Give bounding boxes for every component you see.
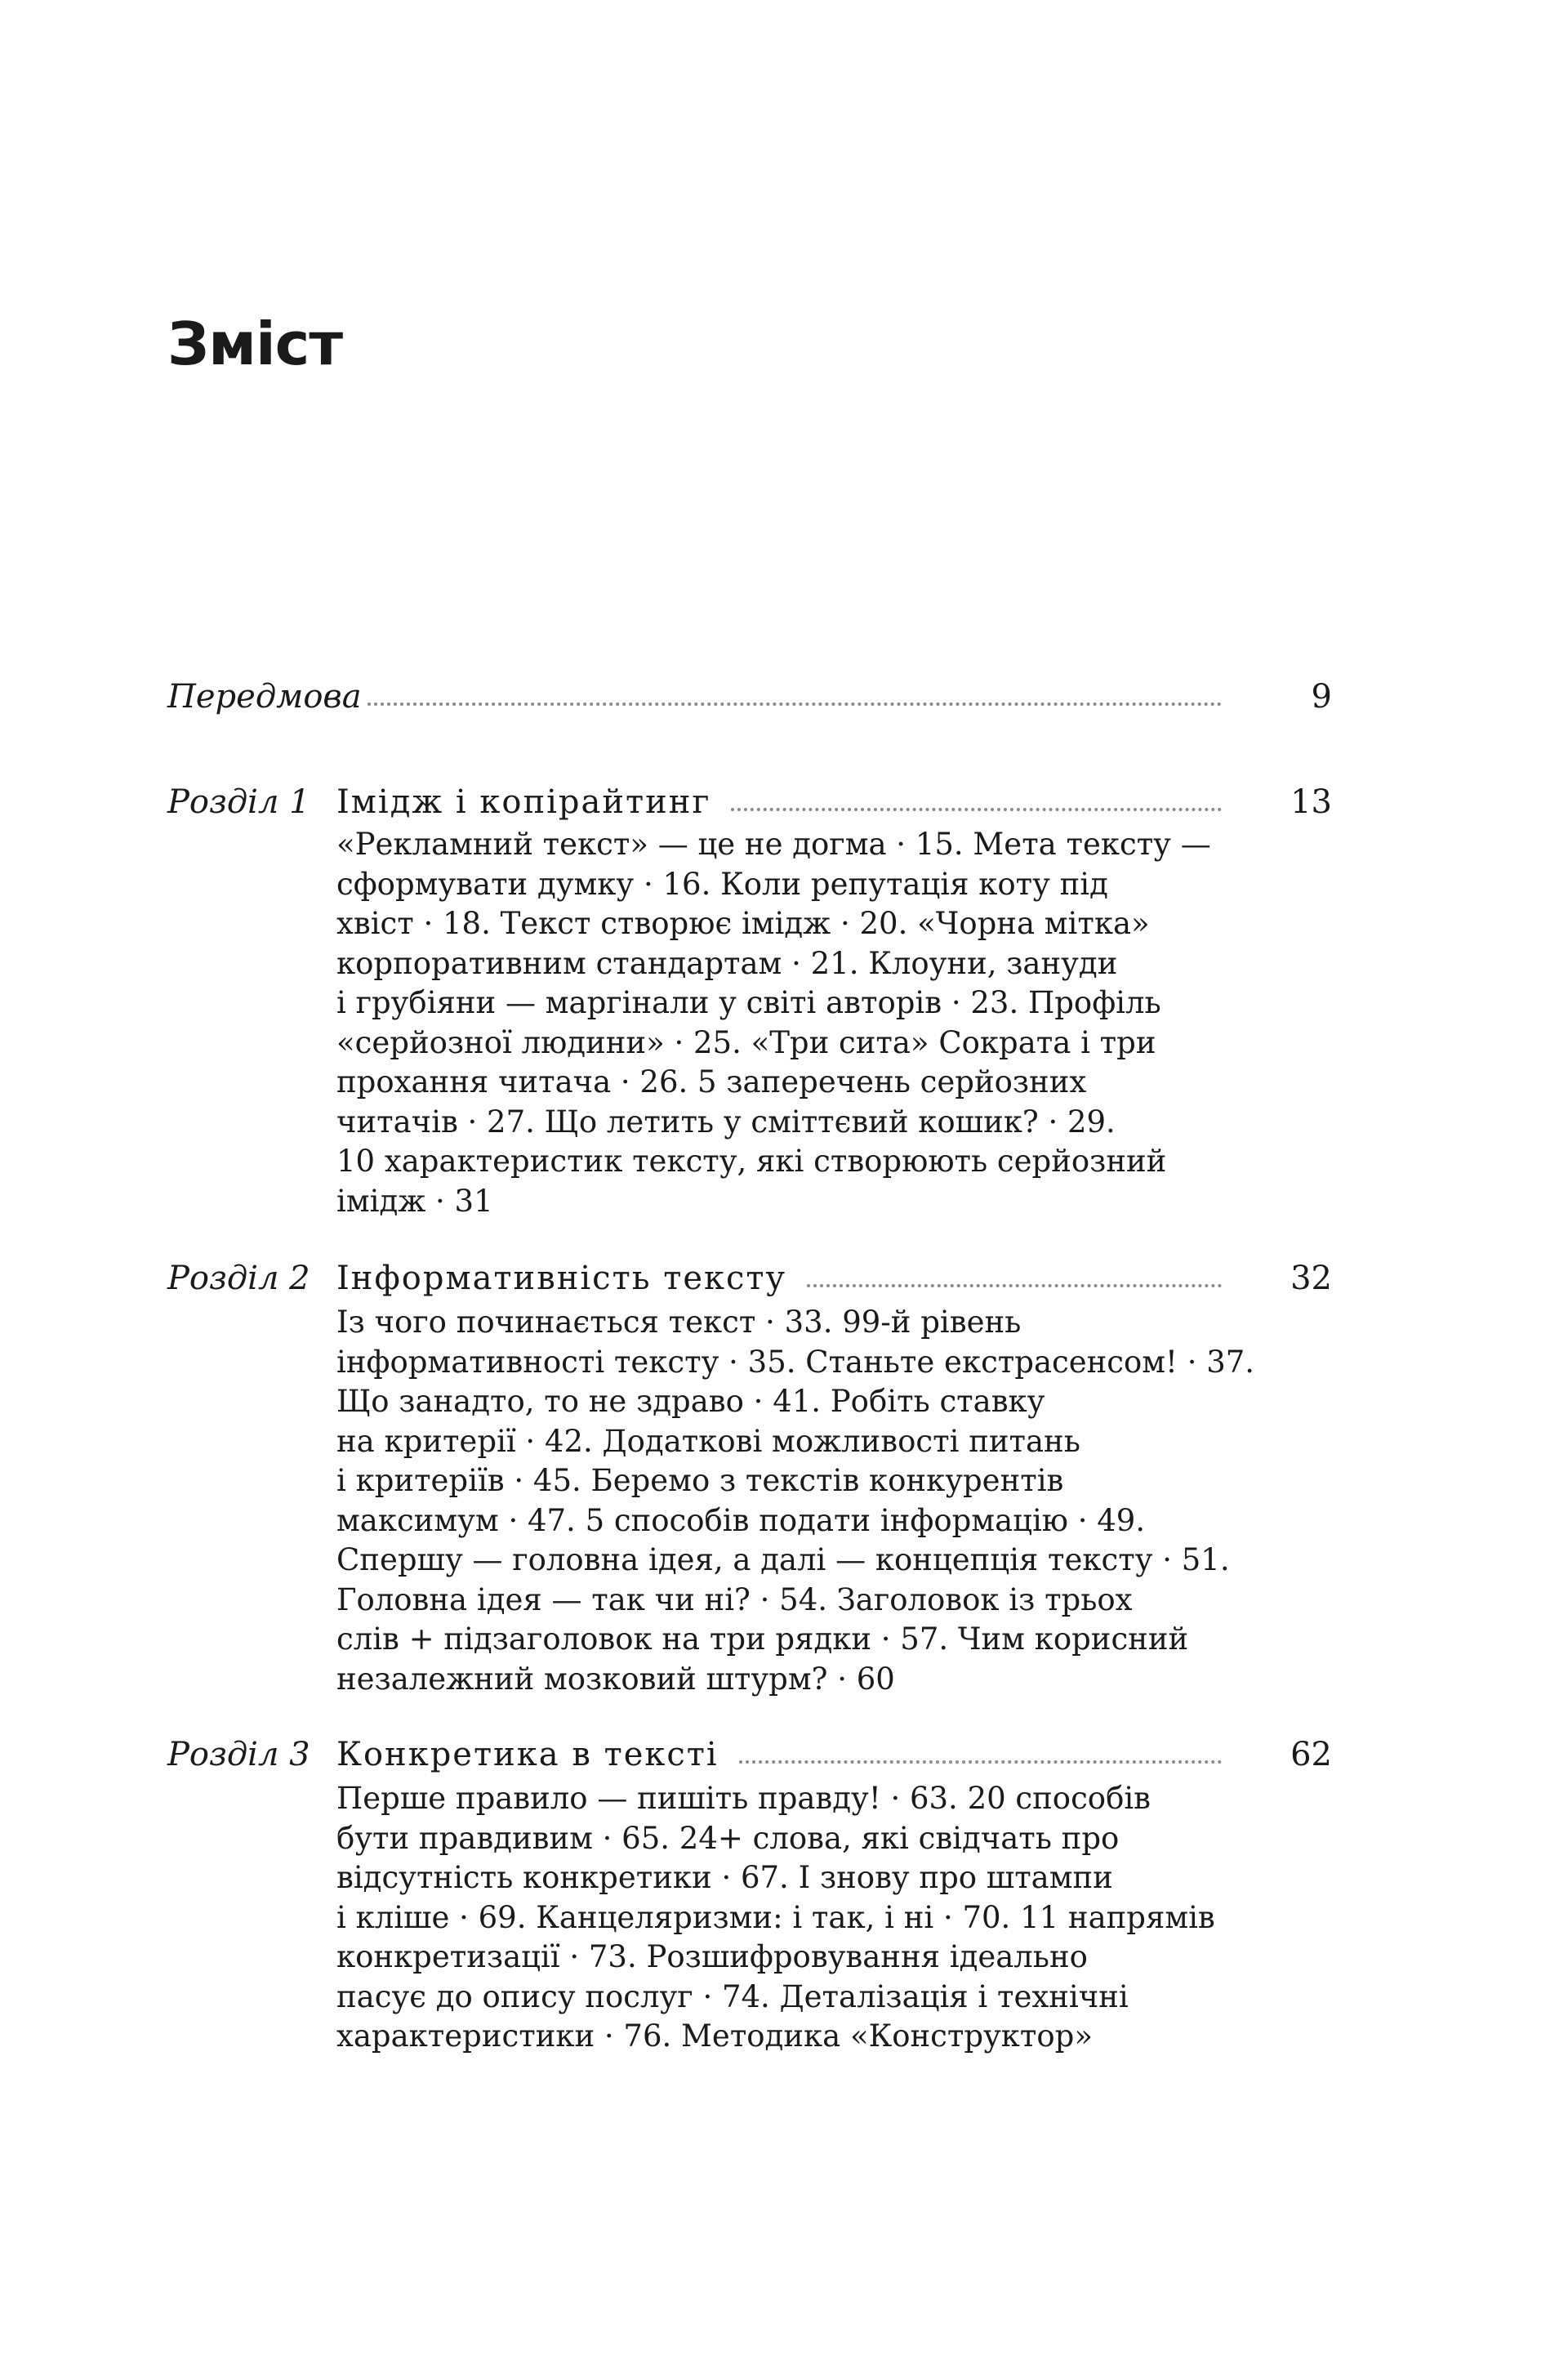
subsection-line: читачів · 27. Що летить у сміттєвий кошик? · 29. <box>336 1104 1116 1140</box>
toc-page-number: 9 <box>1311 678 1332 716</box>
toc-entry-chapter-3[interactable] <box>167 1730 1332 1779</box>
subsection-line: 10 характеристик тексту, які створюють серйозний <box>336 1144 1167 1179</box>
subsection-line: і кліше · 69. Канцеляризми: і так, і ні · 70. 11 напрямів <box>336 1899 1215 1935</box>
subsection-line: і критеріїв · 45. Беремо з текстів конкурентів <box>336 1463 1064 1498</box>
subsection-line: Перше правило — пишіть правду! · 63. 20 способів <box>336 1781 1152 1816</box>
subsection-line: «серйозної людини» · 25. «Три сита» Сократа і три <box>336 1024 1156 1060</box>
toc-page-number: 13 <box>1290 783 1332 821</box>
subsection-line: «Рекламний текст» — це не догма · 15. Мета тексту — <box>336 827 1211 862</box>
toc-chapter-label: Розділ 1 <box>167 783 310 821</box>
subsection-line: і грубіяни — маргінали у світі авторів · 23. Профіль <box>336 985 1161 1020</box>
subsection-line: максимум · 47. 5 способів подати інформацію · 49. <box>336 1502 1146 1538</box>
subsection-line: Головна ідея — так чи ні? · 54. Заголовок із трьох <box>336 1581 1133 1617</box>
toc-chapter-2-subsections <box>336 1303 1255 1699</box>
toc-chapter-1-subsections <box>336 825 1235 1221</box>
toc-label: Передмова <box>167 678 362 716</box>
subsection-line: Спершу — головна ідея, а далі — концепція тексту · 51. <box>336 1542 1230 1577</box>
subsection-line: пасує до опису послуг · 74. Деталізація і технічні <box>336 1978 1129 2014</box>
subsection-line: Із чого починається текст · 33. 99-й рівень <box>336 1305 1022 1340</box>
subsection-line: конкретизації · 73. Розшифровування ідеально <box>336 1939 1088 1974</box>
toc-chapter-title: Конкретика в тексті <box>336 1736 719 1773</box>
subsection-line: сформувати думку · 16. Коли репутація коту під <box>336 866 1108 902</box>
subsection-line: характеристики · 76. Методика «Конструктор» <box>336 2018 1093 2054</box>
toc-chapter-label: Розділ 2 <box>167 1260 310 1297</box>
subsection-line: корпоративним стандартам · 21. Клоуни, зануди <box>336 945 1118 981</box>
subsection-line: незалежний мозковий штурм? · 60 <box>336 1661 895 1697</box>
toc-entry-chapter-2[interactable] <box>167 1254 1332 1303</box>
toc-leader-dots <box>731 808 1222 811</box>
toc-chapter-title: Інформативність тексту <box>336 1260 787 1297</box>
toc-chapter-label: Розділ 3 <box>167 1736 310 1773</box>
subsection-line: інформативності тексту · 35. Станьте екстрасенсом! · 37. <box>336 1344 1255 1380</box>
toc-leader-dots <box>739 1760 1222 1764</box>
toc-page-number: 32 <box>1290 1260 1332 1297</box>
page-title: Зміст <box>167 310 343 378</box>
subsection-line: імідж · 31 <box>336 1183 493 1219</box>
subsection-line: відсутність конкретики · 67. І знову про штампи <box>336 1860 1113 1895</box>
toc-leader-dots <box>807 1284 1222 1287</box>
subsection-line: бути правдивим · 65. 24+ слова, які свідчать про <box>336 1820 1120 1856</box>
subsection-line: хвіст · 18. Текст створює імідж · 20. «Чорна мітка» <box>336 906 1150 941</box>
toc-page-number: 62 <box>1290 1736 1332 1773</box>
subsection-line: Що занадто, то не здраво · 41. Робіть ставку <box>336 1384 1045 1419</box>
toc-entry-chapter-1[interactable] <box>167 778 1332 827</box>
subsection-line: слів + підзаголовок на три рядки · 57. Чим корисний <box>336 1621 1189 1657</box>
subsection-line: на критерії · 42. Додаткові можливості питань <box>336 1423 1080 1459</box>
toc-chapter-title: Імідж і копірайтинг <box>336 783 711 821</box>
toc-leader-dots <box>368 702 1222 706</box>
toc-chapter-3-subsections <box>336 1779 1235 2057</box>
toc-entry-preface[interactable] <box>167 672 1332 721</box>
subsection-line: прохання читача · 26. 5 заперечень серйозних <box>336 1064 1087 1099</box>
